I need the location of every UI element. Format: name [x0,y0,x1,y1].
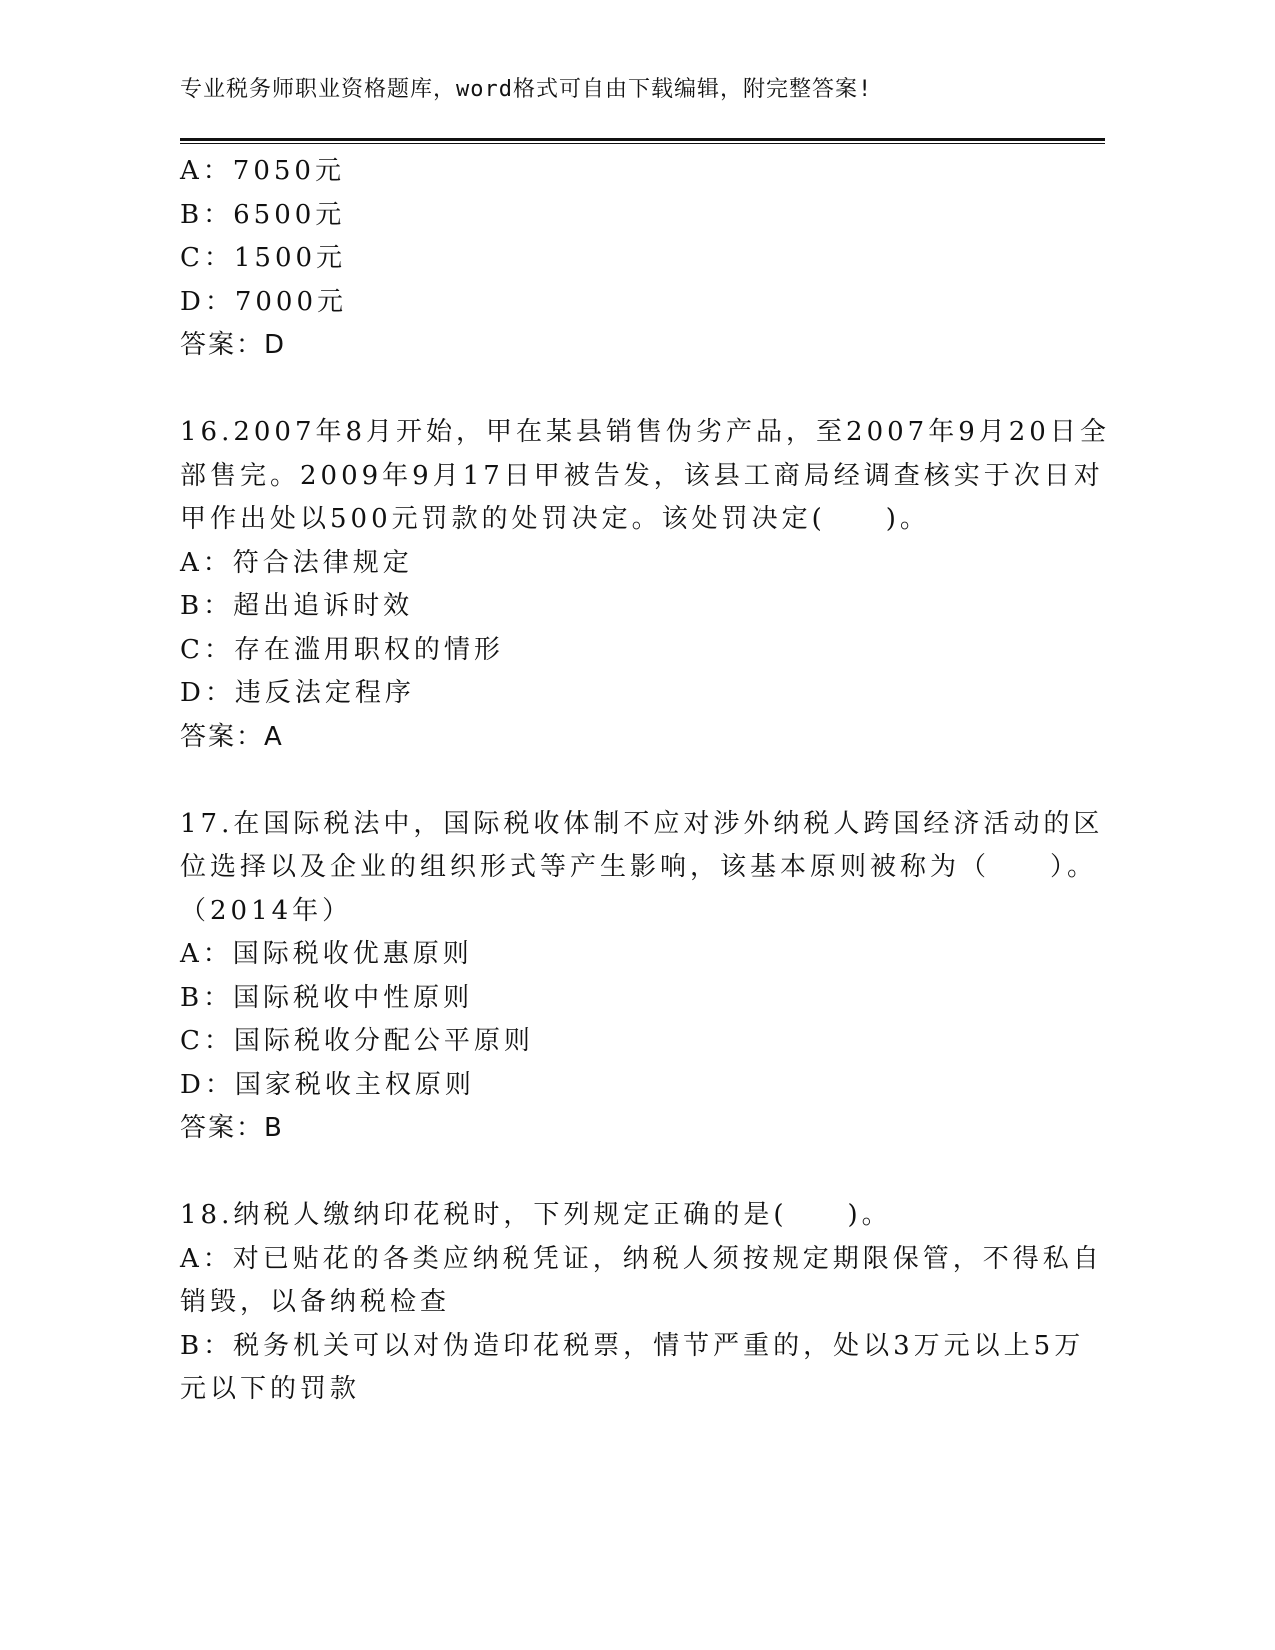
answer-line: 答案：A [180,721,284,752]
option-c: C：国际税收分配公平原则 [180,1026,534,1056]
answer-line: 答案：D [180,330,287,360]
question-stem-line: 16.2007年8月开始，甲在某县销售伪劣产品，至2007年9月20日全 [180,417,1110,447]
option-b-line-2: 元以下的罚款 [180,1374,361,1404]
answer-line: 答案：B [180,1113,284,1143]
question-16 [180,411,1110,759]
option-c: C：1500元 [180,243,347,273]
spacer [180,1151,1040,1195]
option-a: A：符合法律规定 [180,547,413,578]
header-rule-thick [180,138,1105,141]
option-a: A：7050元 [180,156,345,186]
header-rule-thin [180,143,1105,144]
option-a: A：国际税收优惠原则 [180,939,473,969]
question-stem-line: （2014年） [180,895,353,926]
spacer [180,368,1040,412]
question-stem-line: 位选择以及企业的组织形式等产生影响，该基本原则被称为（ ）。 [180,852,1098,882]
spacer [180,759,1040,803]
option-b: B：超出追诉时效 [180,591,414,621]
option-b-line-1: B：税务机关可以对伪造印花税票，情节严重的，处以3万元以上5万 [180,1330,1085,1361]
option-b: B：6500元 [180,199,346,230]
option-b: B：国际税收中性原则 [180,982,474,1013]
option-a-line-2: 销毁，以备纳税检查 [180,1287,451,1317]
question-18 [180,1194,1103,1412]
question-stem-line: 甲作出处以500元罚款的处罚决定。该处罚决定( )。 [180,504,930,534]
question-stem-line: 18.纳税人缴纳印花税时，下列规定正确的是( )。 [180,1200,892,1230]
question-stem-line: 部售完。2009年9月17日甲被告发，该县工商局经调查核实于次日对 [180,460,1104,491]
option-c: C：存在滥用职权的情形 [180,634,504,665]
option-d: D：7000元 [180,286,348,317]
option-a-line-1: A：对已贴花的各类应纳税凭证，纳税人须按规定期限保管，不得私自 [180,1243,1103,1274]
option-d: D：国家税收主权原则 [180,1069,475,1100]
question-15-tail [180,150,1040,368]
page-header-text: 专业税务师职业资格题库，word格式可自由下载编辑，附完整答案! [180,77,873,102]
question-stem-line: 17.在国际税法中，国际税收体制不应对涉外纳税人跨国经济活动的区 [180,808,1104,839]
option-d: D：违反法定程序 [180,678,415,708]
question-17 [180,803,1104,1151]
question-content [180,150,1110,1412]
